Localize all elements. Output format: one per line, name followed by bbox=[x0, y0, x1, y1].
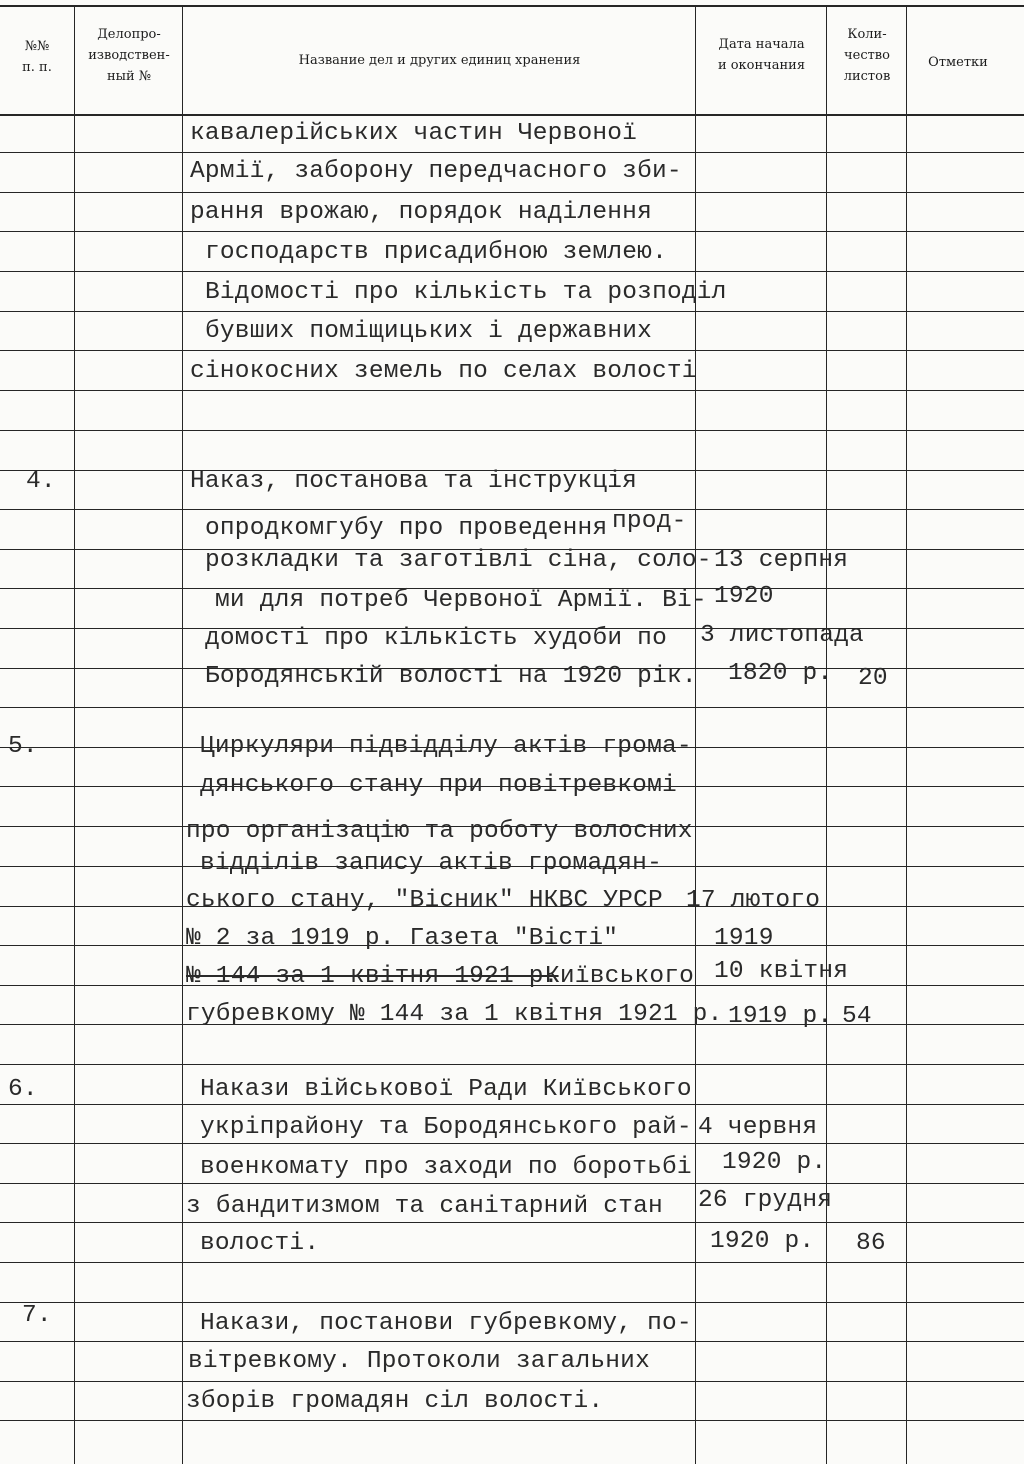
entry-title-line-struck: № 144 за 1 квітня 1921 р. bbox=[186, 963, 559, 990]
entry-title-line: зборів громадян сіл волості. bbox=[186, 1388, 604, 1415]
entry-date: 3 листопада bbox=[700, 622, 864, 649]
entry-sheet-count: 20 bbox=[858, 665, 888, 692]
header-sheet-count: Коли- чество листов bbox=[843, 27, 891, 84]
entry-title-line: домості про кількість худоби по bbox=[205, 625, 667, 652]
row-rule bbox=[0, 1381, 1024, 1382]
entry-title-line: дянського стану при повітревкомі bbox=[200, 772, 677, 799]
row-rule bbox=[0, 1064, 1024, 1065]
row-rule bbox=[0, 707, 1024, 708]
header-dates: Дата начала и окончания bbox=[717, 37, 806, 73]
entry-title-line: прод- bbox=[612, 508, 687, 535]
entry-title-line: кавалерійських частин Червоної bbox=[190, 120, 638, 147]
row-rule bbox=[0, 1143, 1024, 1144]
entry-title-line: господарств присадибною землею. bbox=[205, 239, 667, 266]
header-notes: Отметки bbox=[928, 55, 988, 70]
entry-number: 4. bbox=[26, 468, 56, 495]
column-rule-1 bbox=[74, 5, 75, 1464]
row-rule bbox=[0, 192, 1024, 193]
entry-title-line: сінокосних земель по селах волості bbox=[190, 358, 697, 385]
row-rule bbox=[0, 390, 1024, 391]
column-rule-4 bbox=[826, 5, 827, 1464]
entry-title-line: волості. bbox=[200, 1230, 320, 1257]
row-rule bbox=[0, 1420, 1024, 1421]
entry-title-line: ми для потреб Червоної Армії. Ві- bbox=[215, 587, 707, 614]
header-title: Название дел и других единиц хранения bbox=[298, 53, 581, 68]
entry-title-line: рання врожаю, порядок наділення bbox=[190, 199, 652, 226]
entry-date: 1920 bbox=[714, 583, 774, 610]
column-rule-5 bbox=[906, 5, 907, 1464]
entry-date: 10 квітня bbox=[714, 958, 849, 985]
header-case-number: Делопро- изводствен- ный № bbox=[88, 27, 170, 84]
row-rule bbox=[0, 1222, 1024, 1223]
row-rule bbox=[0, 1302, 1024, 1303]
column-rule-2 bbox=[182, 5, 183, 1464]
entry-title-line: Бородянській волості на 1920 рік. bbox=[205, 663, 697, 690]
row-rule bbox=[0, 1262, 1024, 1263]
row-rule bbox=[0, 152, 1024, 153]
row-rule bbox=[0, 231, 1024, 232]
row-rule bbox=[0, 430, 1024, 431]
entry-date: 13 серпня bbox=[714, 547, 849, 574]
entry-title-line: № 2 за 1919 р. Газета "Вісті" bbox=[186, 925, 619, 952]
entry-title-line: опродкомгубу про проведення bbox=[205, 515, 608, 542]
entry-title-line: розкладки та заготівлі сіна, соло- bbox=[205, 547, 712, 574]
entry-sheet-count: 86 bbox=[856, 1230, 886, 1257]
column-rule-3 bbox=[695, 5, 696, 1464]
row-rule bbox=[0, 1341, 1024, 1342]
entry-number: 5. bbox=[8, 733, 38, 760]
entry-title-line: Наказ, постанова та інструкція bbox=[190, 468, 638, 495]
entry-title-line: відділів запису актів громадян- bbox=[200, 850, 662, 877]
row-rule bbox=[0, 271, 1024, 272]
entry-number: 7. bbox=[22, 1302, 52, 1329]
entry-title-line: губревкому № 144 за 1 квітня 1921 р. bbox=[186, 1001, 723, 1028]
entry-title-line: Армії, заборону передчасного зби- bbox=[190, 158, 682, 185]
entry-title-line: про організацію та роботу волосних bbox=[186, 818, 693, 845]
entry-title-line: ського стану, "Вісник" НКВС УРСР bbox=[186, 887, 663, 914]
row-rule bbox=[0, 1183, 1024, 1184]
entry-title-line: бувших поміщицьких і державних bbox=[205, 318, 653, 345]
entry-title-line: Київського bbox=[545, 963, 695, 990]
entry-date: 1920 р. bbox=[722, 1149, 827, 1176]
row-rule bbox=[0, 1104, 1024, 1105]
row-rule bbox=[0, 350, 1024, 351]
entry-date: 1820 р. bbox=[728, 660, 833, 687]
entry-date: 26 грудня bbox=[698, 1187, 833, 1214]
entry-date: 17 лютого bbox=[686, 887, 821, 914]
entry-title-line: Накази, постанови губревкому, по- bbox=[200, 1310, 692, 1337]
header-top-rule bbox=[0, 5, 1024, 7]
row-rule bbox=[0, 311, 1024, 312]
row-rule bbox=[0, 509, 1024, 510]
entry-date: 1919 bbox=[714, 925, 774, 952]
entry-title-line: вітревкому. Протоколи загальних bbox=[188, 1348, 650, 1375]
entry-title-line: Накази військової Ради Київського bbox=[200, 1076, 692, 1103]
entry-date: 1920 р. bbox=[710, 1228, 815, 1255]
entry-date: 4 червня bbox=[698, 1114, 818, 1141]
entry-number: 6. bbox=[8, 1076, 38, 1103]
entry-title-line: военкомату про заходи по боротьбі bbox=[200, 1154, 692, 1181]
header-num: №№ п. п. bbox=[22, 39, 52, 75]
entry-sheet-count: 54 bbox=[842, 1003, 872, 1030]
entry-title-line: Циркуляри підвідділу актів грома- bbox=[200, 733, 692, 760]
entry-title-line: Відомості про кількість та розподіл bbox=[205, 279, 727, 306]
header-bottom-rule bbox=[0, 114, 1024, 116]
entry-date: 1919 р. bbox=[728, 1003, 833, 1030]
entry-title-line: укріпрайону та Бородянського рай- bbox=[200, 1114, 692, 1141]
entry-title-line: з бандитизмом та санітарний стан bbox=[186, 1193, 663, 1220]
